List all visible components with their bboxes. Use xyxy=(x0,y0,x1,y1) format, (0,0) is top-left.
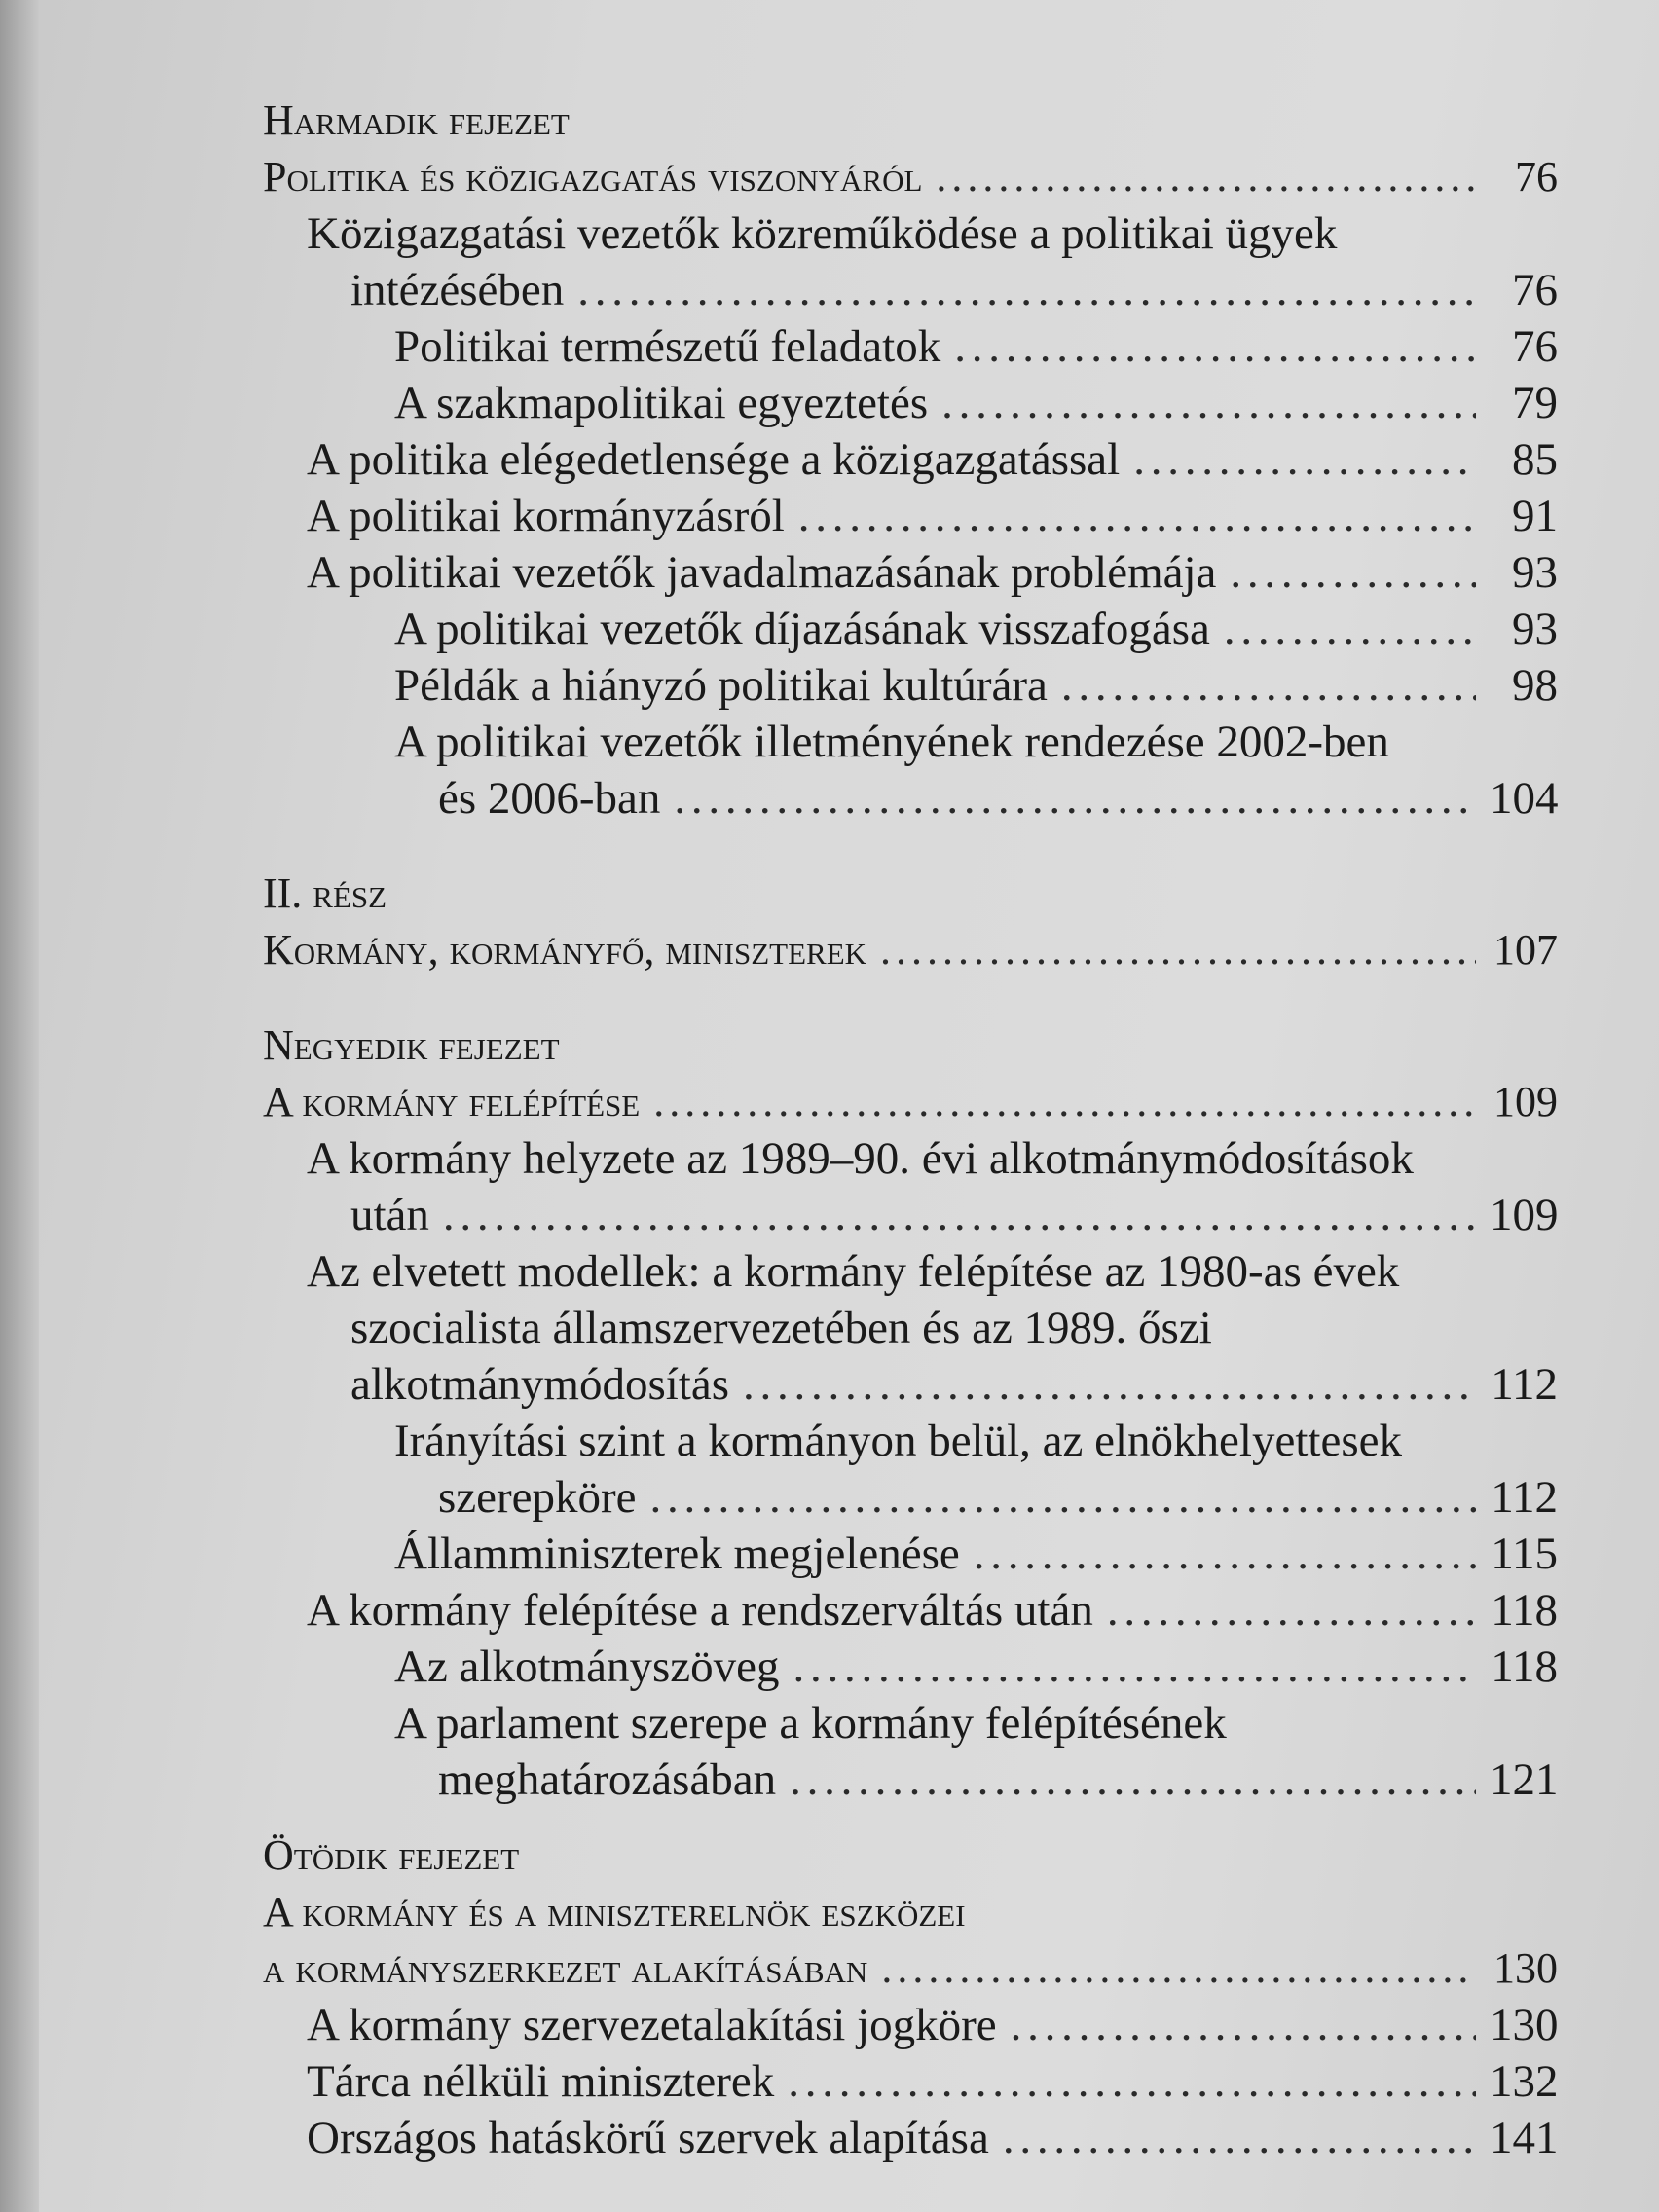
leader-dots xyxy=(880,922,1476,978)
toc-entry: Államminiszterek megjelenése . . . 115 xyxy=(263,1526,1558,1582)
toc-entry: Országos hatáskörű szervek alapítása . . . 141 xyxy=(263,2110,1558,2166)
toc-entry-text: szocialista államszervezetében és az 1989. őszi xyxy=(350,1303,1212,1353)
leader-dots xyxy=(974,1526,1476,1582)
toc-entry: A politika elégedetlensége a közigazgatással . . . 85 xyxy=(263,431,1558,488)
page-number: 76 xyxy=(1515,153,1558,201)
page-number: 93 xyxy=(1512,604,1558,654)
page-number: 85 xyxy=(1512,434,1558,485)
leader-dots xyxy=(788,2053,1476,2110)
page-number: 121 xyxy=(1490,1754,1559,1805)
page-number: 107 xyxy=(1493,926,1558,974)
leader-dots xyxy=(881,1940,1476,1997)
toc-entry: A kormány szervezetalakítási jogköre . . . 130 xyxy=(263,1997,1558,2053)
toc-entry-text: A kormány és a miniszterelnök eszközei xyxy=(263,1888,966,1936)
toc-entry: Politikai természetű feladatok . . . 76 xyxy=(263,318,1558,375)
page-number: 98 xyxy=(1512,660,1558,711)
page-number: 91 xyxy=(1512,491,1558,541)
page-number: 115 xyxy=(1491,1529,1558,1579)
toc-entry: után . . . 109 xyxy=(263,1187,1558,1243)
toc-entry: Kormány, kormányfő, miniszterek . . . 107 xyxy=(263,922,1558,978)
toc-entry: alkotmánymódosítás . . . 112 xyxy=(263,1356,1558,1413)
toc-entry: Példák a hiányzó politikai kultúrára . . . 98 xyxy=(263,657,1558,714)
chapter-label: Harmadik fejezet xyxy=(263,96,570,144)
toc-entry-text: Irányítási szint a kormányon belül, az elnökhelyettesek xyxy=(394,1416,1402,1466)
chapter-label: Ötödik fejezet xyxy=(263,1831,520,1879)
page-number: 109 xyxy=(1490,1190,1559,1240)
leader-dots xyxy=(954,318,1476,375)
leader-dots xyxy=(674,770,1476,827)
page-number: 76 xyxy=(1512,265,1558,315)
table-of-contents xyxy=(263,92,1558,2166)
page-number: 104 xyxy=(1490,773,1559,824)
page-number: 93 xyxy=(1512,547,1558,598)
toc-entry: intézésében . . . 76 xyxy=(263,262,1558,318)
page-number: 76 xyxy=(1512,321,1558,372)
part-label: II. rész xyxy=(263,869,387,917)
leader-dots xyxy=(653,1074,1476,1130)
toc-entry: A szakmapolitikai egyeztetés . . . 79 xyxy=(263,375,1558,431)
leader-dots xyxy=(577,262,1476,318)
toc-entry: A kormány felépítése . . . 109 xyxy=(263,1074,1558,1130)
toc-entry: A kormány felépítése a rendszerváltás után . . . 118 xyxy=(263,1582,1558,1639)
leader-dots xyxy=(1133,431,1476,488)
page-number: 79 xyxy=(1512,378,1558,428)
toc-entry: Politika és közigazgatás viszonyáról . . . 76 xyxy=(263,149,1558,205)
leader-dots xyxy=(1224,601,1476,657)
toc-entry: Az alkotmányszöveg . . . 118 xyxy=(263,1639,1558,1695)
leader-dots xyxy=(1003,2110,1476,2166)
toc-entry: A politikai kormányzásról . . . 91 xyxy=(263,488,1558,544)
toc-entry: Tárca nélküli miniszterek . . . 132 xyxy=(263,2053,1558,2110)
page-number: 118 xyxy=(1491,1585,1558,1636)
toc-entry-text: A politikai vezetők illetményének rendezése 2002-ben xyxy=(394,717,1389,767)
leader-dots xyxy=(650,1469,1476,1526)
toc-entry: A politikai vezetők javadalmazásának problémája . . . 93 xyxy=(263,544,1558,601)
leader-dots xyxy=(1107,1582,1476,1639)
leader-dots xyxy=(936,149,1476,205)
toc-entry-text: A parlament szerepe a kormány felépítésének xyxy=(394,1698,1227,1749)
toc-entry-text: Az elvetett modellek: a kormány felépítése az 1980-as évek xyxy=(307,1246,1400,1297)
leader-dots xyxy=(1230,544,1476,601)
toc-entry: és 2006-ban . . . 104 xyxy=(263,770,1558,827)
toc-entry: a kormányszerkezet alakításában . . . 130 xyxy=(263,1940,1558,1997)
book-spine-shadow xyxy=(0,0,39,2212)
page-number: 130 xyxy=(1490,2000,1559,2050)
toc-entry: A politikai vezetők díjazásának visszafogása . . . 93 xyxy=(263,601,1558,657)
page-number: 141 xyxy=(1490,2113,1559,2163)
leader-dots xyxy=(1061,657,1476,714)
page-number: 109 xyxy=(1493,1078,1558,1125)
leader-dots xyxy=(790,1751,1476,1808)
page-number: 118 xyxy=(1491,1641,1558,1692)
leader-dots xyxy=(798,488,1476,544)
leader-dots xyxy=(941,375,1476,431)
page-number: 132 xyxy=(1490,2056,1559,2107)
leader-dots xyxy=(1011,1997,1476,2053)
toc-entry: meghatározásában . . . 121 xyxy=(263,1751,1558,1808)
toc-entry-text: Közigazgatási vezetők közreműködése a politikai ügyek xyxy=(307,208,1338,259)
chapter-label: Negyedik fejezet xyxy=(263,1021,560,1069)
page-number: 130 xyxy=(1493,1944,1558,1992)
leader-dots xyxy=(793,1639,1476,1695)
toc-entry-text: A kormány helyzete az 1989–90. évi alkotmánymódosítások xyxy=(307,1133,1414,1184)
leader-dots xyxy=(443,1187,1476,1243)
page-number: 112 xyxy=(1491,1359,1558,1410)
leader-dots xyxy=(743,1356,1476,1413)
toc-entry: szerepköre . . . 112 xyxy=(263,1469,1558,1526)
page-number: 112 xyxy=(1491,1472,1558,1523)
